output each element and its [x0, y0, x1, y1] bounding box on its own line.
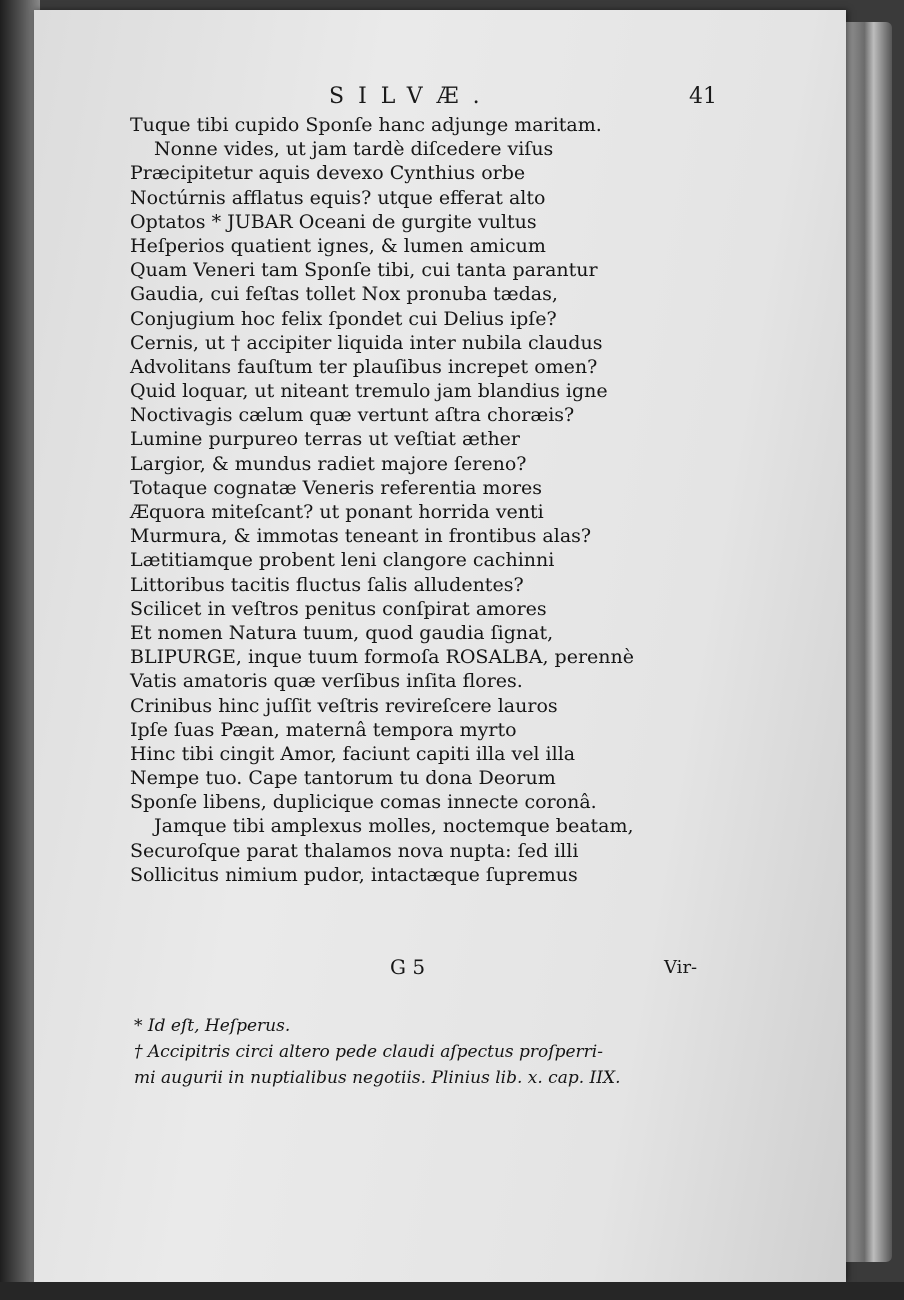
verse-line: Noctivagis cælum quæ vertunt aſtra choræis?	[130, 404, 575, 427]
catchword: Vir-	[664, 957, 698, 978]
verse-line: Et nomen Natura tuum, quod gaudia ſignat,	[130, 621, 554, 644]
verse-line: Vatis amatoris quæ verſibus inſita flores.	[130, 670, 523, 693]
verse-line: Scilicet in veſtros penitus conſpirat amores	[130, 597, 547, 620]
verse-line: Præcipitetur aquis devexo Cynthius orbe	[130, 162, 526, 185]
verse-line: Æquora miteſcant? ut ponant horrida venti	[130, 501, 544, 523]
verse-line: Gaudia, cui feſtas tollet Nox pronuba tædas,	[130, 283, 558, 306]
table-surface	[0, 1282, 904, 1300]
verse-line: Cernis, ut † accipiter liquida inter nubila claudus	[130, 331, 603, 354]
verse-line: Securoſque parat thalamos nova nupta: ſed illi	[130, 839, 579, 862]
book-page	[34, 10, 846, 1282]
verse-line: Optatos * JUBAR Oceani de gurgite vultus	[130, 210, 537, 233]
verse-line: Conjugium hoc felix ſpondet cui Delius ipſe?	[130, 307, 557, 330]
verse-line: Tuque tibi cupido Sponſe hanc adjunge maritam.	[130, 114, 602, 136]
verse-line: Murmura, & immotas teneant in frontibus alas?	[130, 525, 592, 548]
verse-line: Crinibus hinc juſſit veſtris revireſcere lauros	[130, 694, 558, 717]
verse-line: Largior, & mundus radiet majore ſereno?	[130, 452, 527, 475]
verse-line: Advolitans fauſtum ter plauſibus increpet omen?	[130, 355, 598, 378]
verse-line: Noctúrnis afflatus equis? utque efferat alto	[130, 186, 546, 209]
footnote: * Id eſt, Heſperus.	[134, 1016, 291, 1036]
verse-line: Sponſe libens, duplicique comas innecte coronâ.	[130, 791, 597, 814]
verse-line: Jamque tibi amplexus molles, noctemque beatam,	[154, 815, 634, 838]
verse-line: Lætitiamque probent leni clangore cachinni	[130, 549, 555, 572]
verse-block	[130, 113, 770, 887]
verse-line: Totaque cognatæ Veneris referentia mores	[130, 476, 543, 499]
verse-line: BLIPURGE, inque tuum formoſa ROSALBA, perennè	[130, 646, 635, 669]
verse-line: Nonne vides, ut jam tardè diſcedere viſus	[154, 138, 554, 161]
verse-line: Hinc tibi cingit Amor, faciunt capiti illa vel illa	[130, 742, 576, 765]
footnotes	[134, 1013, 754, 1091]
footnote-continuation: mi augurii in nuptialibus negotiis. Plinius lib. x. cap. IIX.	[134, 1068, 621, 1088]
verse-line: Lumine purpureo terras ut veſtiat æther	[130, 428, 521, 451]
verse-line: Littoribus tacitis fluctus ſalis alludentes?	[130, 573, 524, 596]
footnote: † Accipitris circi altero pede claudi aſpectus proſperri-	[134, 1042, 603, 1062]
page-stack-edge	[846, 22, 892, 1262]
verse-line: Sollicitus nimium pudor, intactæque ſupremus	[130, 863, 578, 886]
running-head: SILVÆ.	[329, 84, 494, 109]
verse-line: Quid loquar, ut niteant tremulo jam blandius igne	[130, 380, 608, 403]
verse-line: Quam Veneri tam Sponſe tibi, cui tanta parantur	[130, 259, 598, 282]
signature-mark: G 5	[390, 955, 426, 979]
page-number: 41	[689, 84, 717, 109]
verse-line: Heſperios quatient ignes, & lumen amicum	[130, 234, 546, 257]
verse-line: Nempe tuo. Cape tantorum tu dona Deorum	[130, 767, 556, 790]
signature-line	[34, 955, 846, 985]
verse-line: Ipſe ſuas Pæan, maternâ tempora myrto	[130, 718, 517, 741]
